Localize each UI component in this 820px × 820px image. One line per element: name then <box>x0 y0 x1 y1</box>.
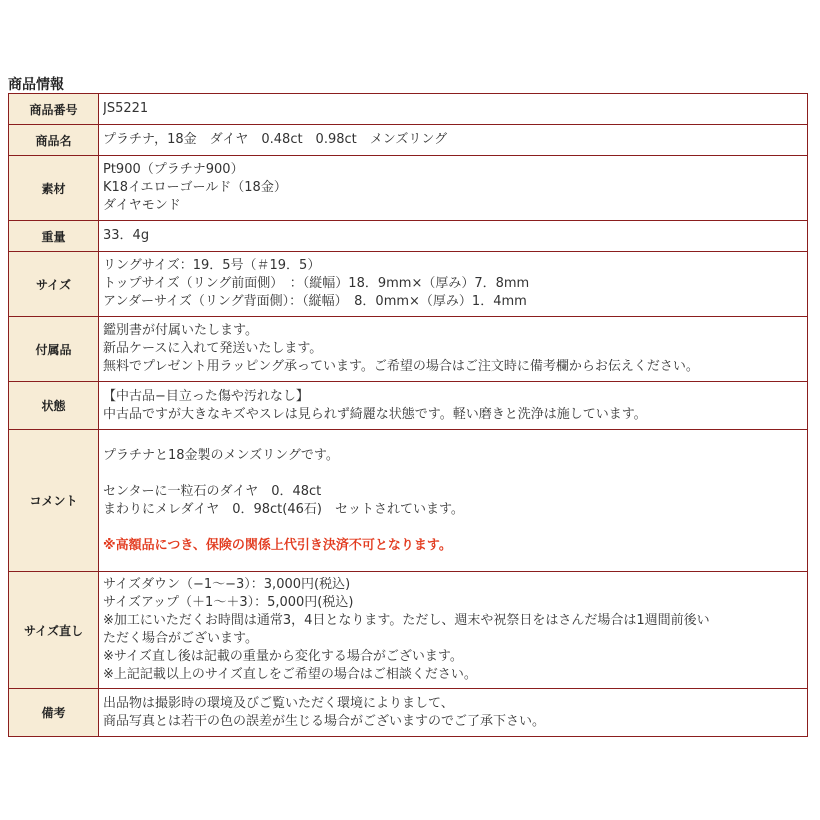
label-product-name: 商品名 <box>9 125 99 156</box>
accessories-line: 新品ケースに入れて発送いたします。 <box>103 341 323 356</box>
comment-line: まわりにメレダイヤ 0．98ct(46石) セットされています。 <box>103 501 464 517</box>
row-weight <box>9 221 808 252</box>
value-weight <box>99 221 808 252</box>
label-material: 素材 <box>9 156 99 221</box>
accessories-line: 無料でプレゼント用ラッピング承っています。ご希望の場合はご注文時に備考欄からお伝えください。 <box>103 359 699 374</box>
row-accessories <box>9 317 808 382</box>
notes-line: 商品写真とは若干の色の誤差が生じる場合がございますのでご了承下さい。 <box>103 713 546 729</box>
row-product-name <box>9 125 808 156</box>
product-info-table <box>8 93 808 737</box>
label-size: サイズ <box>9 252 99 317</box>
material-line: Pt900（プラチナ900） <box>103 162 244 177</box>
comment-spacer <box>103 465 807 483</box>
value-condition <box>99 382 808 430</box>
value-size <box>99 252 808 317</box>
notes-line: 出品物は撮影時の環境及びご覧いただく環境によりまして、 <box>103 695 454 711</box>
row-comment <box>9 430 808 572</box>
resize-line: サイズアップ（＋1〜＋3）：5,000円(税込) <box>103 595 354 610</box>
product-no-text: JS5221 <box>103 101 149 116</box>
value-notes <box>99 689 808 737</box>
label-condition: 状態 <box>9 382 99 430</box>
comment-line: プラチナと18金製のメンズリングです。 <box>103 447 339 463</box>
value-material <box>99 156 808 221</box>
resize-line: ※上記記載以上のサイズ直しをご希望の場合はご相談ください。 <box>103 667 477 682</box>
resize-line: ※加工にいただくお時間は通常3，4日となります。ただし、週末や祝祭日をはさんだ場合は1週間前後い <box>103 613 710 628</box>
value-product-name <box>99 125 808 156</box>
resize-line: ただく場合がございます。 <box>103 631 258 646</box>
size-line: トップサイズ（リング前面側） ：（縦幅）18．9mm×（厚み）7．8mm <box>103 276 530 291</box>
comment-spacer <box>103 519 807 537</box>
row-size <box>9 252 808 317</box>
condition-line: 中古品ですが大きなキズやスレは見られず綺麗な状態です。軽い磨きと洗浄は施しています。 <box>103 406 647 422</box>
value-comment <box>99 430 808 572</box>
section-title: 商品情報 <box>8 77 64 93</box>
label-resize: サイズ直し <box>9 572 99 689</box>
condition-line: 【中古品−目立った傷や汚れなし】 <box>103 388 309 404</box>
row-material <box>9 156 808 221</box>
size-line: アンダーサイズ（リング背面側）：（縦幅） 8．0mm×（厚み）1．4mm <box>103 294 527 309</box>
resize-line: サイズダウン（−1〜−3）：3,000円(税込) <box>103 577 351 592</box>
size-line: リングサイズ：19．5号（＃19．5） <box>103 258 321 273</box>
value-resize <box>99 572 808 689</box>
row-notes <box>9 689 808 737</box>
label-product-no: 商品番号 <box>9 94 99 125</box>
label-accessories: 付属品 <box>9 317 99 382</box>
label-notes: 備考 <box>9 689 99 737</box>
value-accessories <box>99 317 808 382</box>
row-resize <box>9 572 808 689</box>
resize-line: ※サイズ直し後は記載の重量から変化する場合がございます。 <box>103 649 463 664</box>
cod-warning: ※高額品につき、保険の関係上代引き決済不可となります。 <box>103 537 452 553</box>
material-line: K18イエローゴールド（18金） <box>103 180 287 195</box>
weight-text: 33．4g <box>103 228 150 243</box>
value-product-no <box>99 94 808 125</box>
accessories-line: 鑑別書が付属いたします。 <box>103 323 258 338</box>
product-name-text: プラチナ，18金 ダイヤ 0.48ct 0.98ct メンズリング <box>103 132 448 147</box>
material-line: ダイヤモンド <box>103 198 181 213</box>
row-product-no <box>9 94 808 125</box>
comment-line: センターに一粒石のダイヤ 0．48ct <box>103 483 322 499</box>
label-comment: コメント <box>9 430 99 572</box>
row-condition <box>9 382 808 430</box>
label-weight: 重量 <box>9 221 99 252</box>
